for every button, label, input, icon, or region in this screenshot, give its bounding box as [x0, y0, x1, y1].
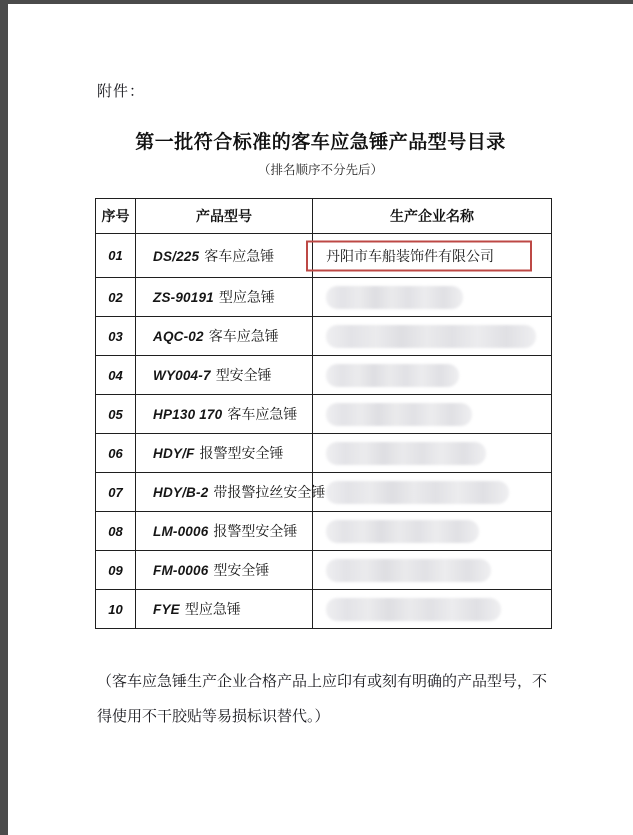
manufacturer-cell [313, 473, 552, 512]
table-row [96, 278, 552, 317]
redacted-manufacturer [326, 481, 509, 504]
table-row [96, 473, 552, 512]
footnote-line: 得使用不干胶贴等易损标识替代。） [97, 707, 330, 725]
redacted-manufacturer [326, 559, 491, 582]
page-top-edge [0, 0, 633, 4]
product-model [136, 512, 313, 551]
footnote [97, 664, 567, 734]
serial-number: 07 [96, 473, 136, 512]
model-code: HDY/F [153, 446, 195, 461]
manufacturer-cell [313, 234, 552, 278]
manufacturer-cell [313, 395, 552, 434]
product-model [136, 278, 313, 317]
table-header-row [96, 199, 552, 234]
model-name: 型安全锤 [215, 368, 272, 384]
model-name: 客车应急锤 [208, 329, 279, 345]
manufacturer-cell [313, 356, 552, 395]
table-row [96, 356, 552, 395]
manufacturer-cell [313, 434, 552, 473]
attachment-label: 附件： [97, 82, 146, 100]
model-name: 型应急锤 [218, 290, 275, 306]
table-row [96, 551, 552, 590]
page-title: 第一批符合标准的客车应急锤产品型号目录 [135, 131, 506, 153]
footnote-line: （客车应急锤生产企业合格产品上应印有或刻有明确的产品型号，不 [97, 672, 548, 690]
manufacturer-cell [313, 551, 552, 590]
serial-number: 09 [96, 551, 136, 590]
model-name: 带报警拉丝安全锤 [213, 485, 326, 501]
table-row [96, 512, 552, 551]
model-name: 报警型安全锤 [213, 524, 298, 540]
page-left-edge [0, 0, 8, 835]
model-name: 客车应急锤 [227, 407, 298, 423]
product-model [136, 590, 313, 629]
redacted-manufacturer [326, 403, 472, 426]
manufacturer-cell [313, 317, 552, 356]
redacted-manufacturer [326, 442, 486, 465]
model-code: WY004-7 [153, 368, 211, 383]
table-row [96, 317, 552, 356]
model-name: 报警型安全锤 [199, 446, 284, 462]
product-model-table [95, 198, 552, 629]
col-header-manufacturer: 生产企业名称 [313, 199, 552, 234]
model-name: 客车应急锤 [204, 248, 275, 265]
manufacturer-cell [313, 278, 552, 317]
model-code: FM-0006 [153, 563, 209, 578]
serial-number: 06 [96, 434, 136, 473]
serial-number: 03 [96, 317, 136, 356]
model-name: 型应急锤 [184, 602, 241, 618]
serial-number: 08 [96, 512, 136, 551]
redacted-manufacturer [326, 598, 501, 621]
manufacturer-cell [313, 512, 552, 551]
redacted-manufacturer [326, 325, 536, 348]
model-name: 型安全锤 [213, 563, 270, 579]
product-model [136, 434, 313, 473]
table-row [96, 395, 552, 434]
model-code: AQC-02 [153, 329, 204, 344]
manufacturer-cell [313, 590, 552, 629]
serial-number: 01 [96, 234, 136, 278]
product-model [136, 317, 313, 356]
table-row [96, 434, 552, 473]
page-subtitle: （排名顺序不分先后） [257, 162, 383, 177]
product-model [136, 473, 326, 512]
redacted-manufacturer [326, 364, 459, 387]
serial-number: 10 [96, 590, 136, 629]
redacted-manufacturer [326, 286, 463, 309]
table-row [96, 234, 552, 278]
redacted-manufacturer [326, 520, 479, 543]
table-row [96, 590, 552, 629]
model-code: HP130 170 [153, 407, 223, 422]
model-code: DS/225 [153, 248, 200, 264]
product-model [136, 395, 313, 434]
model-code: LM-0006 [153, 524, 209, 539]
col-header-serial: 序号 [96, 199, 136, 234]
product-model [136, 551, 313, 590]
manufacturer-name: 丹阳市车船装饰件有限公司 [326, 248, 494, 265]
model-code: HDY/B-2 [153, 485, 209, 500]
model-code: ZS-90191 [153, 290, 214, 305]
col-header-model: 产品型号 [136, 199, 313, 234]
serial-number: 04 [96, 356, 136, 395]
product-model [136, 356, 313, 395]
serial-number: 05 [96, 395, 136, 434]
model-code: FYE [153, 602, 180, 617]
serial-number: 02 [96, 278, 136, 317]
product-model [136, 234, 313, 278]
